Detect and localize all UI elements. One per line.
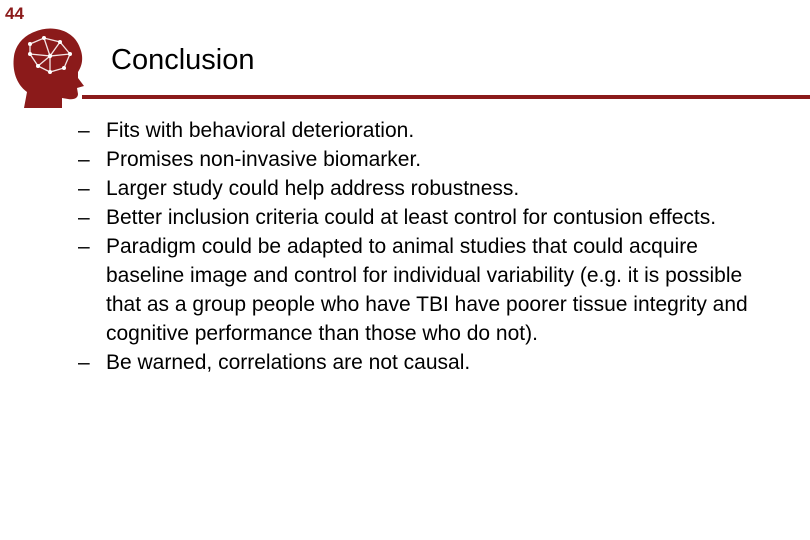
bullet-text: Fits with behavioral deterioration. bbox=[106, 119, 415, 142]
bullet-marker: – bbox=[78, 177, 90, 200]
bullet-text: Promises non-invasive biomarker. bbox=[106, 148, 422, 171]
bullet-text: Be warned, correlations are not causal. bbox=[106, 351, 471, 374]
bullet-item bbox=[78, 116, 778, 145]
bullet-marker: – bbox=[78, 148, 90, 171]
bullet-marker: – bbox=[78, 119, 90, 142]
bullet-text: Larger study could help address robustness. bbox=[106, 177, 520, 200]
bullet-item bbox=[78, 174, 778, 203]
bullet-marker: – bbox=[78, 206, 90, 229]
bullet-item bbox=[78, 348, 778, 377]
bullet-item bbox=[78, 145, 778, 174]
bullet-text: Paradigm could be adapted to animal studies that could acquire baseline image and control for individual variability (e.g. it is possible that as a group people who have TBI have poorer tissue integrity and cognitive performance than those who do not). bbox=[106, 235, 748, 345]
bullet-text: Better inclusion criteria could at least control for contusion effects. bbox=[106, 206, 717, 229]
bullet-marker: – bbox=[78, 351, 90, 374]
bullet-list bbox=[78, 116, 778, 377]
title-divider bbox=[82, 95, 810, 99]
bullet-marker: – bbox=[78, 235, 90, 258]
slide-title: Conclusion bbox=[111, 44, 255, 76]
brain-head-icon bbox=[4, 22, 90, 108]
bullet-item bbox=[78, 232, 778, 348]
slide-number: 44 bbox=[5, 4, 24, 23]
bullet-item bbox=[78, 203, 778, 232]
